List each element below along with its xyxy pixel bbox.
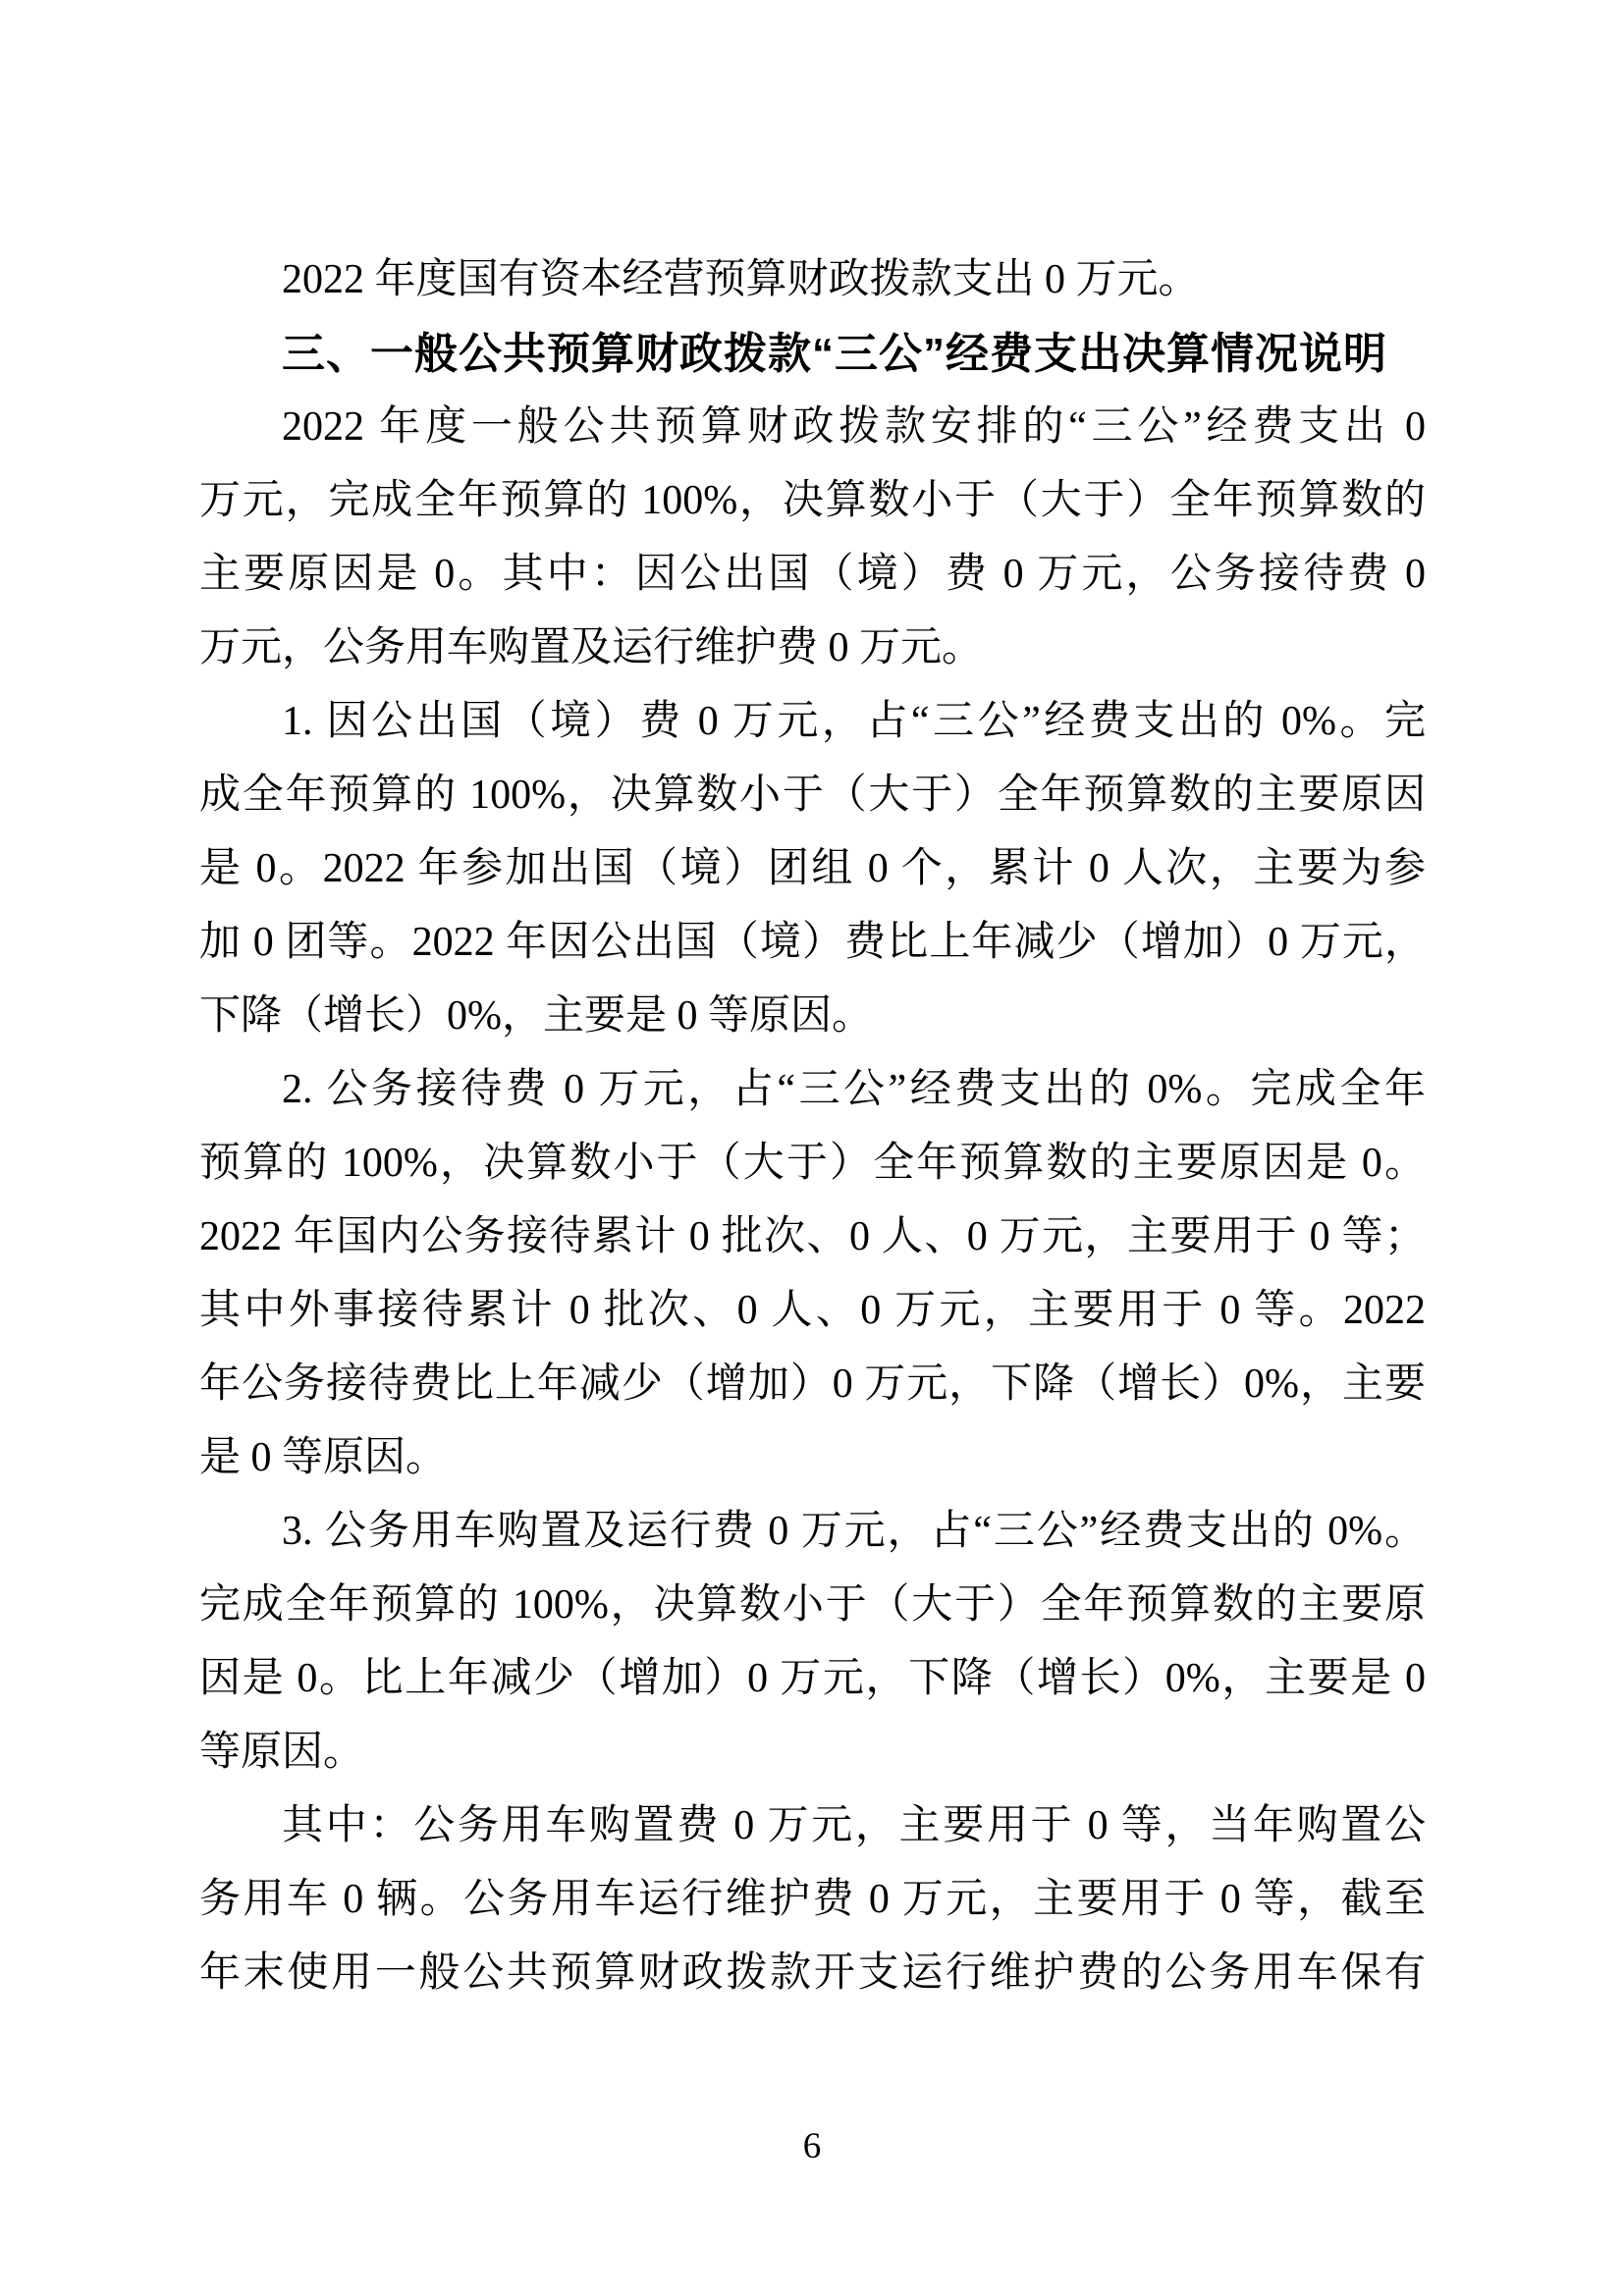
text-line: 是 0。2022 年参加出国（境）团组 0 个，累计 0 人次，主要为参 xyxy=(199,846,1426,891)
text-line: 成全年预算的 100%，决算数小于（大于）全年预算数的主要原因 xyxy=(199,773,1426,818)
text-line: 万元，完成全年预算的 100%，决算数小于（大于）全年预算数的 xyxy=(199,478,1426,523)
document-body xyxy=(199,243,1426,2010)
text-line: 1. 因公出国（境）费 0 万元，占“三公”经费支出的 0%。完 xyxy=(282,699,1426,744)
text-line: 2022 年度国有资本经营预算财政拨款支出 0 万元。 xyxy=(282,257,1200,302)
text-line: 年公务接待费比上年减少（增加）0 万元，下降（增长）0%，主要 xyxy=(199,1362,1426,1407)
text-line: 是 0 等原因。 xyxy=(199,1435,448,1480)
section-heading: 三、一般公共预算财政拨款“三公”经费支出决算情况说明 xyxy=(282,330,1387,378)
text-line: 加 0 团等。2022 年因公出国（境）费比上年减少（增加）0 万元， xyxy=(199,920,1426,965)
text-line: 2022 年度一般公共预算财政拨款安排的“三公”经费支出 0 xyxy=(282,404,1426,450)
text-line: 预算的 100%，决算数小于（大于）全年预算数的主要原因是 0。 xyxy=(199,1141,1426,1186)
text-line: 年末使用一般公共预算财政拨款开支运行维护费的公务用车保有 xyxy=(199,1950,1426,1996)
text-line: 2022 年国内公务接待累计 0 批次、0 人、0 万元，主要用于 0 等； xyxy=(199,1214,1426,1259)
text-line: 下降（增长）0%，主要是 0 等原因。 xyxy=(199,993,873,1039)
text-line: 其中：公务用车购置费 0 万元，主要用于 0 等，当年购置公 xyxy=(282,1803,1426,1848)
text-line: 因是 0。比上年减少（增加）0 万元，下降（增长）0%，主要是 0 xyxy=(199,1656,1426,1701)
text-line: 等原因。 xyxy=(199,1730,365,1775)
text-line: 2. 公务接待费 0 万元，占“三公”经费支出的 0%。完成全年 xyxy=(282,1067,1426,1112)
text-line: 万元，公务用车购置及运行维护费 0 万元。 xyxy=(199,625,984,670)
text-line: 其中外事接待累计 0 批次、0 人、0 万元，主要用于 0 等。2022 xyxy=(199,1288,1426,1333)
page-number: 6 xyxy=(802,2126,822,2166)
text-line: 务用车 0 辆。公务用车运行维护费 0 万元，主要用于 0 等，截至 xyxy=(199,1877,1426,1922)
text-line: 完成全年预算的 100%，决算数小于（大于）全年预算数的主要原 xyxy=(199,1582,1426,1628)
text-line: 主要原因是 0。其中：因公出国（境）费 0 万元，公务接待费 0 xyxy=(199,552,1426,597)
text-line: 3. 公务用车购置及运行费 0 万元，占“三公”经费支出的 0%。 xyxy=(282,1509,1426,1554)
